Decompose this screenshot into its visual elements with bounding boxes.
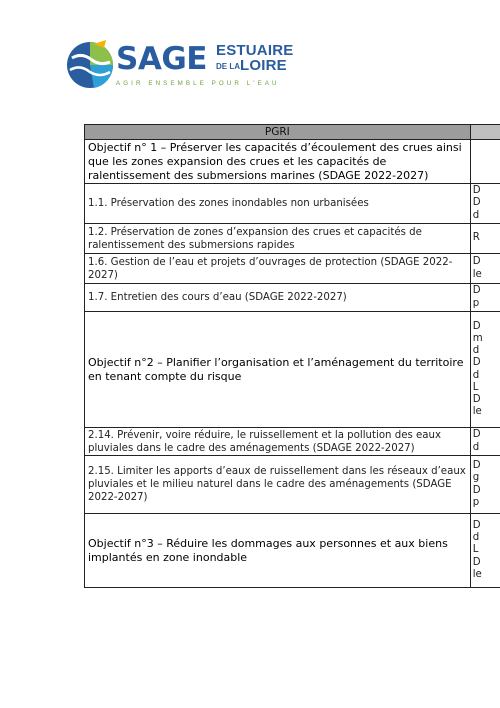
logo-dela-text: DE LA: [216, 62, 240, 71]
objective-2: Objectif n°2 – Planifier l’organisation et l’aménagement du territoire en tenant compte du risque: [85, 312, 471, 428]
logo-loire-text: [216, 58, 287, 75]
row-right-cell: [470, 284, 500, 312]
sage-logo: [64, 38, 294, 98]
table-row: [85, 428, 500, 456]
cell-fragment: m: [472, 332, 483, 344]
sub-objective-2-14: 2.14. Prévenir, voire réduire, le ruissellement et la pollution des eaux pluviales dans le cadre des aménagements (SDAGE 2022-2027): [85, 428, 471, 456]
table-row: [85, 140, 500, 184]
table-header-row: [85, 125, 500, 140]
table-row: [85, 284, 500, 312]
cell-fragment: D: [472, 197, 481, 209]
logo-tagline: AGIR ENSEMBLE POUR L'EAU: [116, 80, 280, 87]
row-right-cell: [470, 184, 500, 224]
cell-fragment: D: [472, 256, 481, 268]
cell-fragment: d: [472, 369, 480, 381]
row-right-cell: [470, 428, 500, 456]
table-row: [85, 184, 500, 224]
cell-fragment: d: [472, 209, 480, 221]
cell-fragment: p: [472, 496, 480, 508]
row-right-cell: [470, 224, 500, 254]
cell-fragment: R: [472, 232, 480, 244]
row-right-cell: [470, 456, 500, 514]
sub-objective-1-1: 1.1. Préservation des zones inondables non urbanisées: [85, 184, 471, 224]
table-row: [85, 224, 500, 254]
sub-objective-2-15: 2.15. Limiter les apports d’eaux de ruissellement dans les réseaux d’eaux pluviales et le milieu naturel dans le cadre des aménagements (SDAGE 2022-2027): [85, 456, 471, 514]
row-right-cell: [470, 514, 500, 588]
cell-fragment: D: [472, 519, 481, 531]
header-pgri: PGRI: [85, 125, 471, 140]
table-row: [85, 514, 500, 588]
cell-fragment: d: [472, 441, 480, 453]
cell-fragment: D: [472, 429, 481, 441]
logo-loire-main: LOIRE: [240, 57, 287, 74]
cell-fragment: D: [472, 556, 481, 568]
cell-fragment: D: [472, 185, 481, 197]
cell-fragment: D: [472, 460, 481, 472]
objective-3: Objectif n°3 – Réduire les dommages aux personnes et aux biens implantés en zone inondable: [85, 514, 471, 588]
cell-fragment: le: [472, 268, 482, 280]
cell-fragment: D: [472, 285, 481, 297]
cell-fragment: d: [472, 532, 480, 544]
logo-sage-text: SAGE: [116, 41, 207, 77]
cell-fragment: le: [472, 568, 482, 580]
cell-fragment: g: [472, 472, 480, 484]
table-row: [85, 312, 500, 428]
sub-objective-1-6: 1.6. Gestion de l’eau et projets d’ouvrages de protection (SDAGE 2022-2027): [85, 254, 471, 284]
table-row: [85, 456, 500, 514]
cell-fragment: le: [472, 406, 482, 418]
pgri-table: [84, 124, 500, 588]
cell-fragment: D: [472, 393, 481, 405]
cell-fragment: p: [472, 297, 480, 309]
objective-1: Objectif n° 1 – Préserver les capacités d’écoulement des crues ainsi que les zones expansion des crues et les capacités de ralentissement des submersions marines (SDAGE 2022-2027): [85, 140, 471, 184]
header-col2: [470, 125, 500, 140]
cell-fragment: D: [472, 484, 481, 496]
table-row: [85, 254, 500, 284]
logo-estuaire-text: ESTUAIRE: [216, 42, 294, 59]
cell-fragment: L: [472, 381, 479, 393]
row-right-cell: [470, 254, 500, 284]
sub-objective-1-7: 1.7. Entretien des cours d’eau (SDAGE 2022-2027): [85, 284, 471, 312]
sage-globe-icon: [64, 38, 116, 90]
cell-fragment: D: [472, 357, 481, 369]
sub-objective-1-2: 1.2. Préservation de zones d’expansion des crues et capacités de ralentissement des submersions rapides: [85, 224, 471, 254]
row-right-cell: [470, 140, 500, 184]
cell-fragment: D: [472, 320, 481, 332]
cell-fragment: d: [472, 345, 480, 357]
cell-fragment: L: [472, 544, 479, 556]
row-right-cell: [470, 312, 500, 428]
